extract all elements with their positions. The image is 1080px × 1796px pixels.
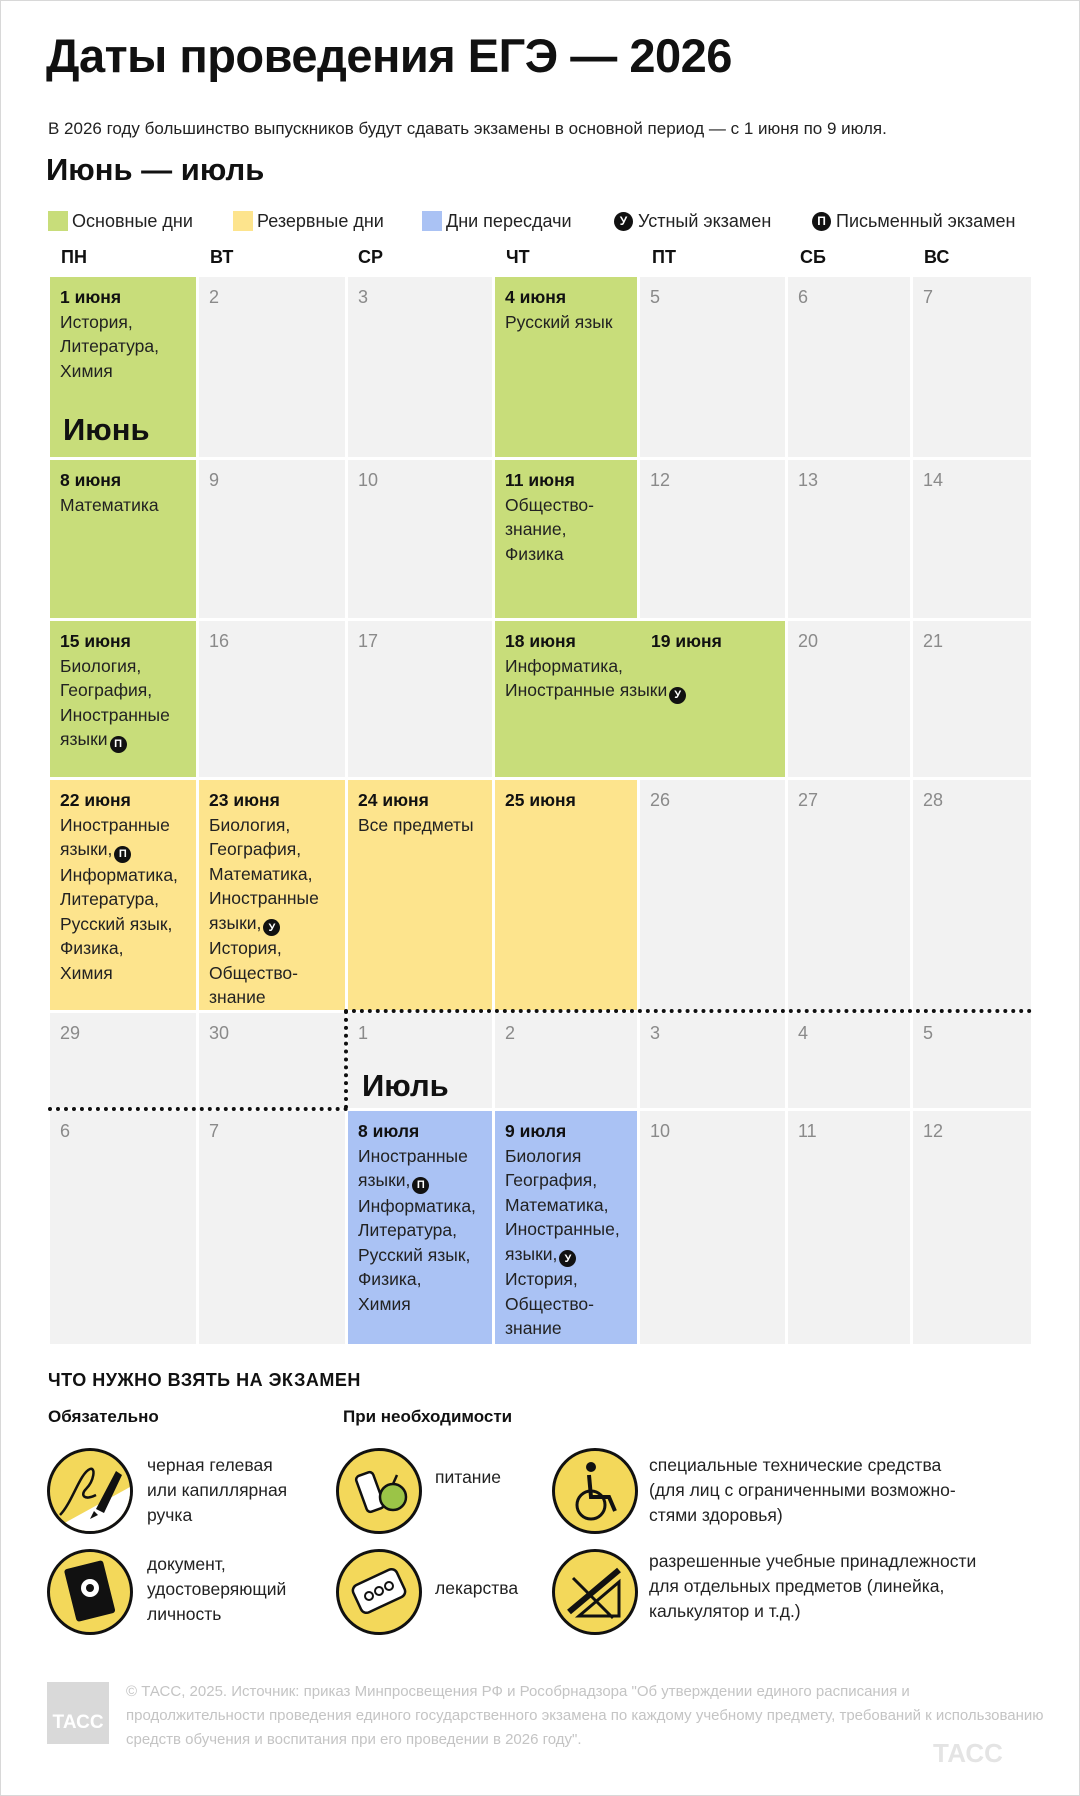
written-icon: П xyxy=(412,1177,429,1194)
month-boundary-line xyxy=(344,1010,348,1109)
day-number: 13 xyxy=(798,470,819,490)
pen-label: черная гелевая или капиллярная ручка xyxy=(147,1455,288,1525)
exam-subjects: Биология, География, Математика, Иностранные языки, xyxy=(209,814,319,933)
exam-date: 25 июня xyxy=(505,790,576,810)
exam-day-jun22 xyxy=(50,780,196,1010)
day-number: 7 xyxy=(923,287,934,307)
day-number: 3 xyxy=(358,287,369,307)
exam-day-jun18-19 xyxy=(495,621,785,777)
tass-logo xyxy=(47,1682,109,1744)
ruler-icon xyxy=(552,1549,638,1635)
weekday-thu: ЧТ xyxy=(506,247,530,267)
day-number: 6 xyxy=(60,1121,71,1141)
exam-date: 15 июня xyxy=(60,631,131,651)
exam-day-jun11 xyxy=(495,460,637,618)
day-cell xyxy=(640,780,785,1010)
day-number: 1 xyxy=(358,1023,369,1043)
exam-date: 8 июля xyxy=(358,1121,420,1141)
day-cell xyxy=(199,277,345,457)
main-swatch xyxy=(48,211,68,231)
pen-icon xyxy=(47,1448,133,1534)
day-cell xyxy=(913,621,1031,777)
day-number: 9 xyxy=(209,470,220,490)
day-cell xyxy=(50,1111,196,1344)
exam-subjects: Иностранные языки, xyxy=(358,1145,468,1190)
exam-date: 4 июня xyxy=(505,287,567,307)
day-cell xyxy=(788,621,910,777)
day-number: 26 xyxy=(650,790,671,810)
exam-day-jun4 xyxy=(495,277,637,457)
legend-written-label: Письменный экзамен xyxy=(836,210,1016,231)
reserve-swatch xyxy=(233,211,253,231)
oral-icon: У xyxy=(669,687,686,704)
exam-date: 11 июня xyxy=(505,470,575,490)
exam-subjects-continued: История, Общество- знание xyxy=(209,938,298,1008)
supplies-label: разрешенные учебные принадлежности для отдельных предметов (линейка, калькулятор и т.д.) xyxy=(649,1551,977,1621)
exam-subjects: Русский язык xyxy=(505,311,613,332)
day-cell xyxy=(913,460,1031,618)
day-number: 17 xyxy=(358,631,379,651)
day-cell xyxy=(199,1013,345,1108)
day-number: 20 xyxy=(798,631,819,651)
exam-subjects: Математика xyxy=(60,494,159,515)
day-cell xyxy=(640,460,785,618)
day-cell xyxy=(913,780,1031,1010)
day-cell xyxy=(348,621,492,777)
exam-date: 22 июня xyxy=(60,790,131,810)
id-label: документ, удостоверяющий личность xyxy=(147,1554,287,1624)
weekday-tue: ВТ xyxy=(210,247,234,267)
written-icon: П xyxy=(812,212,831,231)
day-cell xyxy=(913,1111,1031,1344)
weekday-fri: ПТ xyxy=(652,247,676,267)
weekday-sun: ВС xyxy=(924,247,950,267)
day-cell xyxy=(913,1013,1031,1108)
exam-date: 1 июня xyxy=(60,287,122,307)
month-label-july: Июль xyxy=(362,1068,449,1103)
source-credit: © ТАСС, 2025. Источник: приказ Минпросвещения РФ и Рособрнадзора "Об утверждении единого расписания и продолжительности проведения единого государственного экзамена по каждому учебному предмету, требований к использованию средств обучения и воспитания при его проведении в 2026 году". xyxy=(126,1683,1044,1748)
written-icon: П xyxy=(114,846,131,863)
day-number: 2 xyxy=(209,287,220,307)
weekday-mon: ПН xyxy=(61,247,87,267)
retake-swatch xyxy=(422,211,442,231)
legend-retake-label: Дни пересдачи xyxy=(446,210,572,231)
needs-heading: ЧТО НУЖНО ВЗЯТЬ НА ЭКЗАМЕН xyxy=(48,1370,361,1390)
exam-date: 18 июня xyxy=(505,631,576,651)
day-cell xyxy=(788,1111,910,1344)
exam-subjects-continued: Информатика, Литература, Русский язык, Физика, Химия xyxy=(60,864,178,983)
exam-subjects: История, Литература, Химия xyxy=(60,311,159,381)
day-cell xyxy=(348,460,492,618)
day-number: 5 xyxy=(650,287,661,307)
day-cell xyxy=(495,1013,637,1108)
day-cell xyxy=(199,460,345,618)
day-number: 10 xyxy=(650,1121,671,1141)
optional-heading: При необходимости xyxy=(343,1407,513,1426)
exam-day-jun25 xyxy=(495,780,637,1010)
page-subtitle: В 2026 году большинство выпускников будут сдавать экзамены в основной период — с 1 июня по 9 июля. xyxy=(48,119,887,138)
day-number: 10 xyxy=(358,470,379,490)
oral-icon: У xyxy=(263,919,280,936)
exam-subjects-continued: История, Общество- знание xyxy=(505,1269,594,1339)
day-number: 30 xyxy=(209,1023,230,1043)
day-number: 4 xyxy=(798,1023,809,1043)
exam-day-jun15 xyxy=(50,621,196,777)
tass-logo-text: ТАСС xyxy=(52,1712,104,1733)
day-number: 7 xyxy=(209,1121,220,1141)
month-label-june: Июнь xyxy=(63,412,150,447)
month-boundary-line xyxy=(344,1009,1032,1013)
day-number: 11 xyxy=(798,1121,817,1141)
day-cell xyxy=(788,780,910,1010)
day-cell xyxy=(640,1111,785,1344)
day-cell xyxy=(788,460,910,618)
exam-subjects: Все предметы xyxy=(358,814,474,835)
exam-day-jun8 xyxy=(50,460,196,618)
exam-subjects-continued: Информатика, Литература, Русский язык, Физика, Химия xyxy=(358,1195,476,1314)
day-number: 16 xyxy=(209,631,230,651)
oral-icon: У xyxy=(614,212,633,231)
exam-subjects: Биология, География, Иностранные языки xyxy=(60,655,170,749)
legend-main xyxy=(48,210,193,232)
day-cell xyxy=(640,1013,785,1108)
legend-written xyxy=(812,210,1015,232)
day-cell xyxy=(788,1013,910,1108)
passport-icon xyxy=(47,1549,133,1635)
day-number: 2 xyxy=(505,1023,516,1043)
medicine-icon xyxy=(336,1549,422,1635)
legend-retake xyxy=(422,210,572,232)
exam-day-jun24 xyxy=(348,780,492,1010)
day-number: 12 xyxy=(923,1121,944,1141)
exam-date-jun19: 19 июня xyxy=(651,631,722,651)
exam-subjects: Информатика, Иностранные языки xyxy=(505,655,668,700)
legend-main-label: Основные дни xyxy=(72,210,193,231)
required-heading: Обязательно xyxy=(48,1407,159,1426)
exam-subjects: Общество- знание, Физика xyxy=(505,494,594,564)
day-number: 29 xyxy=(60,1023,81,1043)
day-cell xyxy=(199,621,345,777)
day-cell xyxy=(50,1013,196,1108)
exam-date: 9 июля xyxy=(505,1121,567,1141)
legend-oral xyxy=(614,210,771,232)
day-cell xyxy=(640,277,785,457)
day-cell xyxy=(199,1111,345,1344)
page-title: Даты проведения ЕГЭ — 2026 xyxy=(46,29,732,82)
exam-date: 23 июня xyxy=(209,790,280,810)
legend-oral-label: Устный экзамен xyxy=(638,210,772,231)
exam-date: 8 июня xyxy=(60,470,122,490)
wheelchair-icon xyxy=(552,1448,638,1534)
exam-day-jun23 xyxy=(199,780,345,1010)
day-number: 27 xyxy=(798,790,819,810)
tass-watermark: ТАСС xyxy=(933,1738,1003,1768)
day-number: 21 xyxy=(923,631,944,651)
legend-reserve xyxy=(233,210,384,232)
exam-day-jul9 xyxy=(495,1111,637,1344)
exam-subjects: Биология География, Математика, Иностранные, языки, xyxy=(505,1145,620,1264)
medicine-label: лекарства xyxy=(435,1578,519,1598)
month-boundary-line xyxy=(48,1107,348,1111)
day-number: 14 xyxy=(923,470,944,490)
food-label: питание xyxy=(435,1467,501,1487)
exam-subjects: Иностранные языки, xyxy=(60,814,170,859)
period-heading: Июнь — июль xyxy=(46,152,265,187)
day-number: 3 xyxy=(650,1023,661,1043)
exam-date: 24 июня xyxy=(358,790,429,810)
oral-icon: У xyxy=(559,1250,576,1267)
day-number: 6 xyxy=(798,287,809,307)
weekday-sat: СБ xyxy=(800,247,826,267)
day-cell xyxy=(348,277,492,457)
legend-reserve-label: Резервные дни xyxy=(257,210,384,231)
day-cell xyxy=(913,277,1031,457)
food-icon xyxy=(336,1448,422,1534)
written-icon: П xyxy=(110,736,127,753)
exam-day-jul8 xyxy=(348,1111,492,1344)
day-number: 12 xyxy=(650,470,671,490)
day-number: 28 xyxy=(923,790,944,810)
tech-label: специальные технические средства (для лиц с ограниченными возможно- стями здоровья) xyxy=(649,1455,956,1525)
day-cell xyxy=(788,277,910,457)
day-number: 5 xyxy=(923,1023,934,1043)
weekday-wed: СР xyxy=(358,247,384,267)
